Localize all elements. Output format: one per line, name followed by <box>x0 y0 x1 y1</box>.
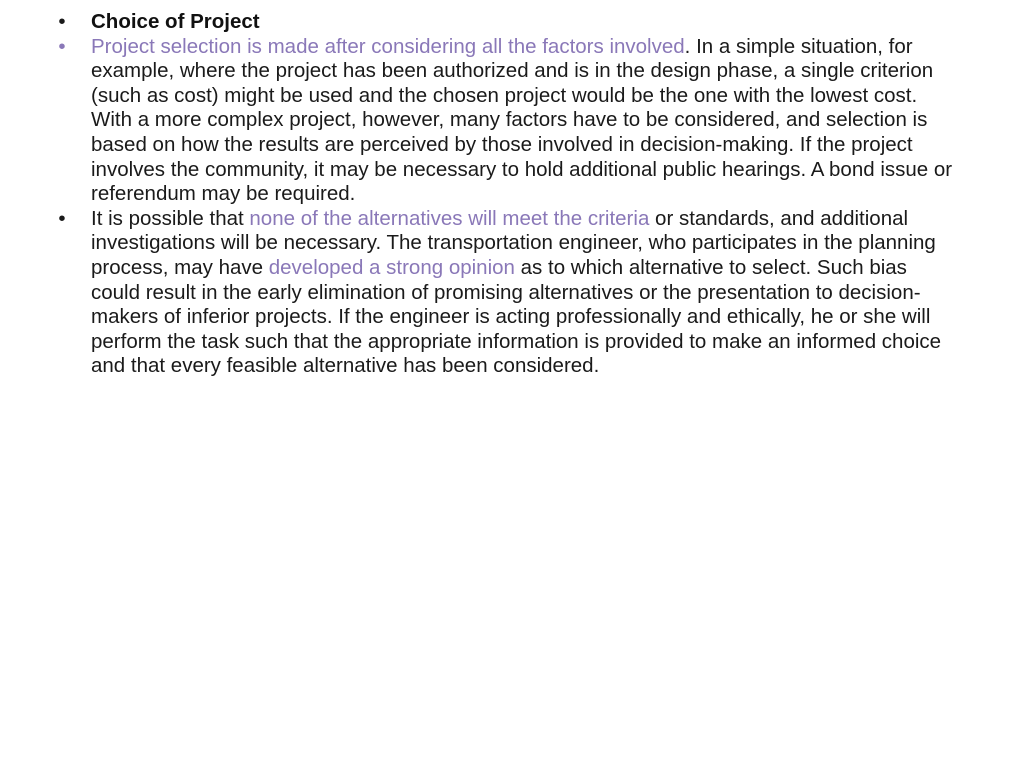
paragraph-2-text-part-3: as to which alternative to select. Such bias could result in the early elimination of promising alternatives or the presentation to decision-makers of inferior projects. If the engineer is acting professionally and ethically, he or she will perform the task such that the appropriate information is provided to make an informed choice and that every feasible alternative has been considered. <box>91 255 942 378</box>
bullet-list <box>48 10 960 379</box>
bullet-paragraph-1 <box>48 35 960 207</box>
paragraph-1-text: . In a simple situation, for example, where the project has been authorized and is in the design phase, a single criterion (such as cost) might be used and the chosen project would be the one with the lowest cost. With a more complex project, however, many factors have to be considered, and selection is based on how the results are perceived by those involved in decision-making. If the project involves the community, it may be necessary to hold additional public hearings. A bond issue or referendum may be required. <box>91 34 953 206</box>
highlight-project-selection: Project selection is made after considering all the factors involved <box>91 34 685 58</box>
bullet-dot-icon: • <box>58 206 66 230</box>
bullet-heading <box>48 10 960 35</box>
bullet-dot-icon: • <box>58 34 66 58</box>
paragraph-2-text-part-2: or standards, and additional investigations will be necessary. The transportation engineer, who participates in the planning process, may have <box>91 206 936 279</box>
bullet-dot-icon: • <box>58 10 66 33</box>
highlight-none-meet-criteria: none of the alternatives will meet the criteria <box>249 206 650 230</box>
heading-text: Choice of Project <box>91 10 260 33</box>
paragraph-2-text-part-1: It is possible that <box>91 206 250 230</box>
bullet-paragraph-2 <box>48 207 960 379</box>
highlight-strong-opinion: developed a strong opinion <box>268 255 515 279</box>
